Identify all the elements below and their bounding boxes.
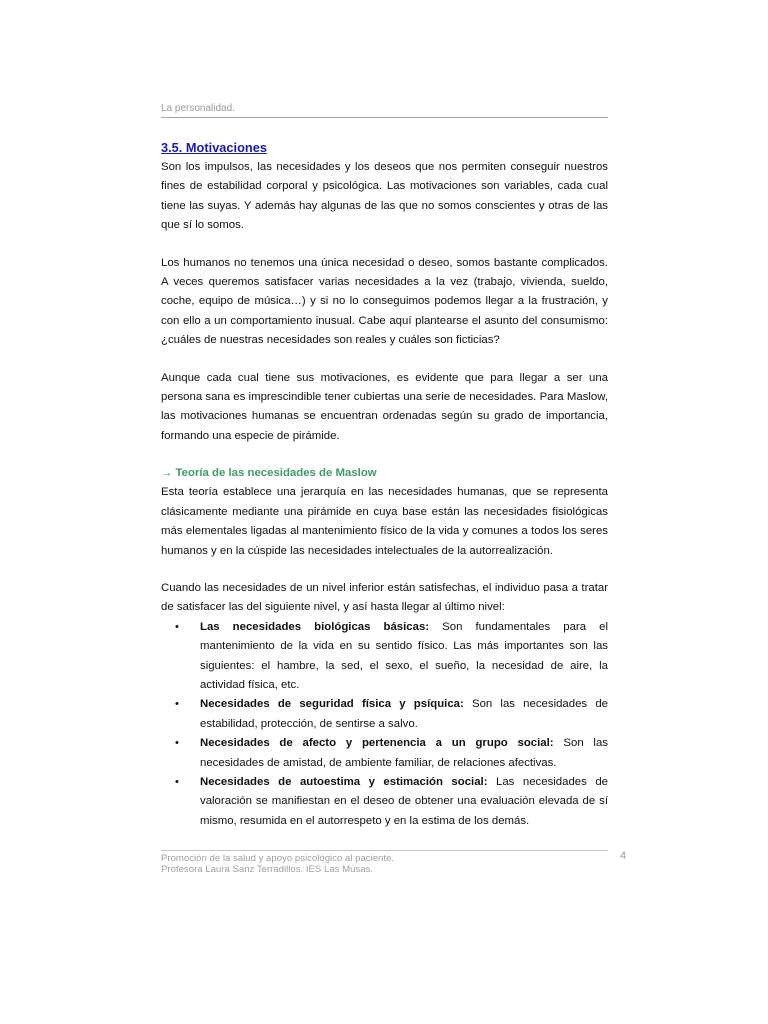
footer-divider [161, 850, 608, 851]
bullet-icon: • [175, 620, 179, 633]
need-term: Las necesidades biológicas básicas: [200, 620, 430, 633]
maslow-subheading: → Teoría de las necesidades de Maslow [161, 467, 377, 480]
list-item [175, 618, 608, 696]
section-title: 3.5. Motivaciones [161, 140, 267, 155]
footer-text [161, 853, 394, 875]
list-item [175, 734, 608, 773]
footer-line: Profesora Laura Sanz Terradillos. IES Las Musas. [161, 864, 374, 875]
list-item [175, 773, 608, 831]
paragraph: Son los impulsos, las necesidades y los deseos que nos permiten conseguir nuestros fines de estabilidad corporal y psicológica. Las motivaciones son variables, cada cual tiene las suyas. Y además hay algunas de las que no somos conscientes y otras de las que sí lo somos. [161, 161, 608, 232]
running-header: La personalidad. [161, 103, 235, 114]
header-divider [161, 117, 608, 118]
need-description: Son las necesidades de estabilidad, protección, de sentirse a salvo. [200, 698, 608, 730]
page-number: 4 [620, 850, 627, 862]
paragraph: Los humanos no tenemos una única necesidad o deseo, somos bastante complicados. A veces queremos satisfacer varias necesidades a la vez (trabajo, vivienda, sueldo, coche, equipo de música…) y si no lo conseguimos podemos llegar a la frustración, y con ello a un comportamiento inusual. Cabe aquí plantearse el asunto del consumismo: ¿cuáles de nuestras necesidades son reales y cuáles son ficticias? [161, 256, 608, 347]
page-body [161, 138, 608, 831]
list-item [175, 695, 608, 734]
needs-list [161, 618, 608, 831]
maslow-intro: Esta teoría establece una jerarquía en las necesidades humanas, que se representa clásicamente mediante una pirámide en cuya base están las necesidades fisiológicas más elementales ligadas al mantenimiento físico de la vida y comunes a todos los seres humanos y en la cúspide las necesidades intelectuales de la autorrealización. [161, 486, 608, 557]
bullet-icon: • [175, 737, 179, 750]
need-term: Necesidades de afecto y pertenencia a un grupo social: [200, 737, 554, 750]
footer-line: Promoción de la salud y apoyo psicológico al paciente. [161, 853, 395, 864]
need-description: Son las necesidades de amistad, de ambiente familiar, de relaciones afectivas. [200, 737, 608, 769]
need-term: Necesidades de seguridad física y psíquica: [200, 698, 464, 711]
need-description: Las necesidades de valoración se manifiestan en el deseo de obtener una evaluación elevada de sí mismo, resumida en el autorrespeto y en la estima de los demás. [200, 775, 608, 827]
need-term: Necesidades de autoestima y estimación social: [200, 775, 488, 788]
need-description: Son fundamentales para el mantenimiento de la vida en su sentido físico. Las más importantes son las siguientes: el hambre, la sed, el sexo, el sueño, la necesidad de aire, la actividad física, etc. [200, 620, 608, 691]
bullet-icon: • [175, 775, 179, 788]
levels-intro: Cuando las necesidades de un nivel inferior están satisfechas, el individuo pasa a tratar de satisfacer las del siguiente nivel, y así hasta llegar al último nivel: [161, 581, 608, 614]
paragraph: Aunque cada cual tiene sus motivaciones, es evidente que para llegar a ser una persona sana es imprescindible tener cubiertas una serie de necesidades. Para Maslow, las motivaciones humanas se encuentran ordenadas según su grado de importancia, formando una especie de pirámide. [161, 371, 608, 442]
bullet-icon: • [175, 698, 179, 711]
